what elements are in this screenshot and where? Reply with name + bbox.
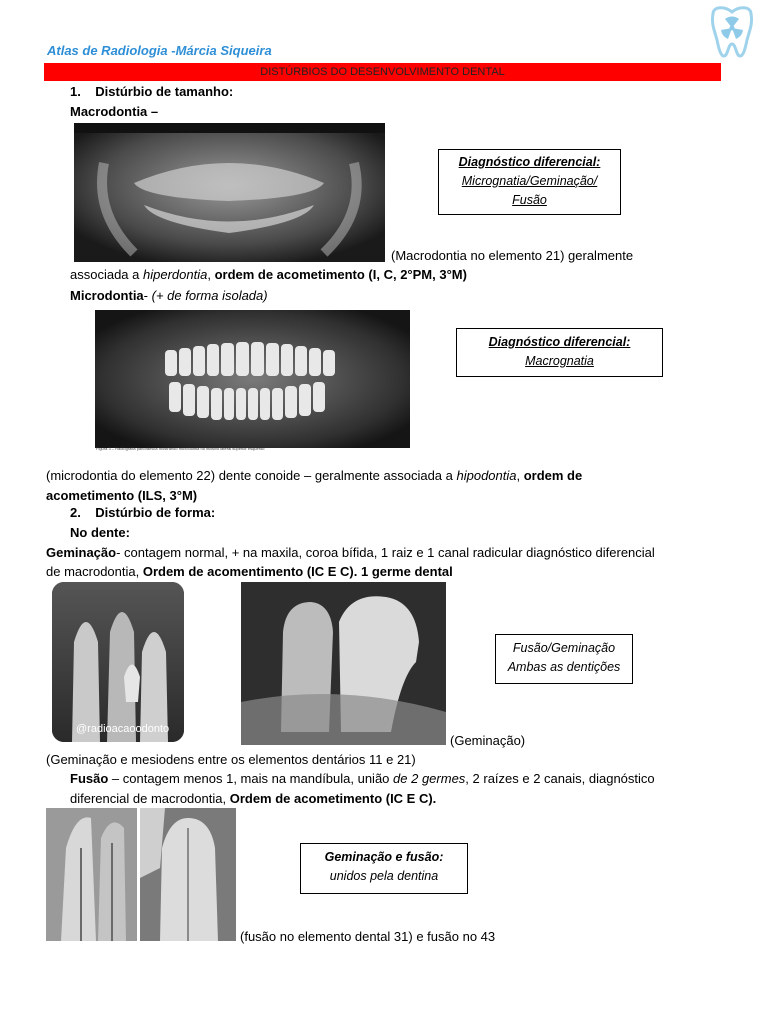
microdontia-order: ordem de xyxy=(523,468,583,483)
caption-text: associada a xyxy=(70,267,143,282)
differential-diagnosis-box-1 xyxy=(438,149,621,215)
section-2-title: Distúrbio de forma: xyxy=(95,505,216,520)
microdontia-label: Microdontia xyxy=(70,288,144,303)
xray-fusao-43 xyxy=(140,808,236,941)
box-title: Diagnóstico diferencial: xyxy=(458,155,601,169)
macrodontia-label: Macrodontia – xyxy=(70,104,159,119)
section-1-title: Distúrbio de tamanho: xyxy=(95,84,234,99)
hiperdontia-term: hiperdontia xyxy=(143,267,208,282)
no-dente-subtitle: No dente: xyxy=(70,525,130,540)
caption-text: (microdontia do elemento 22) dente conoide – geralmente associada a xyxy=(46,468,457,483)
fusao-text-1 xyxy=(70,769,655,789)
fusao-order: Ordem de acometimento (IC E C). xyxy=(229,791,437,806)
panoramic-xray-microdontia xyxy=(95,310,410,455)
section-banner: DISTÚRBIOS DO DESENVOLVIMENTO DENTAL xyxy=(44,63,721,81)
caption-text: , xyxy=(516,468,524,483)
fusao-label: Fusão xyxy=(70,771,109,786)
caption-text: - contagem normal, + na maxila, coroa bífida, 1 raiz e 1 canal radicular diagnóstico diferencial xyxy=(116,545,655,560)
fusao-geminacao-box xyxy=(495,634,633,684)
box-line: unidos pela dentina xyxy=(329,869,439,883)
geminacao-fusao-box xyxy=(300,843,468,894)
section-1-heading xyxy=(70,82,233,102)
fusao-caption: (fusão no elemento dental 31) e fusão no 43 xyxy=(240,929,496,944)
box-title: Geminação e fusão: xyxy=(324,850,444,864)
microdontia-heading xyxy=(70,286,268,306)
caption-text: , 2 raízes e 2 canais, diagnóstico xyxy=(465,771,655,786)
tooth-radiation-icon xyxy=(705,6,759,58)
caption-text: - xyxy=(143,288,152,303)
section-2-number: 2. xyxy=(70,505,81,520)
atlas-title: Atlas de Radiologia -Márcia Siqueira xyxy=(47,43,272,58)
xray-fusao-31 xyxy=(46,808,137,941)
two-germs-term: de 2 germes xyxy=(393,771,466,786)
geminacao-caption-full: (Geminação e mesiodens entre os elementos dentários 11 e 21) xyxy=(46,752,416,767)
box-line: Ambas as dentições xyxy=(507,660,621,674)
figure-caption-microdontia: Figura 3 – Radiografia panorâmica mostrando microdontia no incisivo lateral superior esquerdo xyxy=(96,446,265,451)
panoramic-xray-macrodontia xyxy=(74,123,385,262)
box-line: Fusão/Geminação xyxy=(512,641,616,655)
box-line: Macrognatia xyxy=(525,354,594,368)
geminacao-order: Ordem de acomentimento (IC E C). 1 germe dental xyxy=(142,564,453,579)
box-line: Fusão xyxy=(512,193,547,207)
microdontia-caption-2: acometimento (ILS, 3°M) xyxy=(46,488,198,503)
caption-text: – contagem menos 1, mais na mandíbula, união xyxy=(108,771,394,786)
caption-text: de macrodontia, xyxy=(46,564,143,579)
xray-geminacao xyxy=(241,582,446,745)
fusao-text-2 xyxy=(70,789,436,809)
section-2-heading xyxy=(70,503,215,523)
geminacao-label: Geminação xyxy=(46,545,117,560)
geminacao-caption-right: (Geminação) xyxy=(450,733,526,748)
differential-diagnosis-box-2 xyxy=(456,328,663,377)
caption-text: diferencial de macrodontia, xyxy=(70,791,230,806)
geminacao-text-1 xyxy=(46,543,655,563)
section-1-number: 1. xyxy=(70,84,81,99)
microdontia-caption-1 xyxy=(46,466,582,486)
macrodontia-order: ordem de acometimento (I, C, 2°PM, 3°M) xyxy=(214,267,467,282)
geminacao-text-2 xyxy=(46,562,453,582)
periapical-xray-geminacao-mesiodens xyxy=(52,582,184,742)
caption-text: , xyxy=(207,267,215,282)
hipodontia-term: hipodontia xyxy=(456,468,517,483)
macrodontia-caption-2 xyxy=(70,265,467,285)
box-title: Diagnóstico diferencial: xyxy=(488,335,631,349)
microdontia-note: (+ de forma isolada) xyxy=(151,288,268,303)
box-line: Micrognatia/Geminação/ xyxy=(461,174,598,188)
macrodontia-caption-1: (Macrodontia no elemento 21) geralmente xyxy=(391,248,634,263)
watermark-text: @radioacaoodonto xyxy=(76,723,170,735)
